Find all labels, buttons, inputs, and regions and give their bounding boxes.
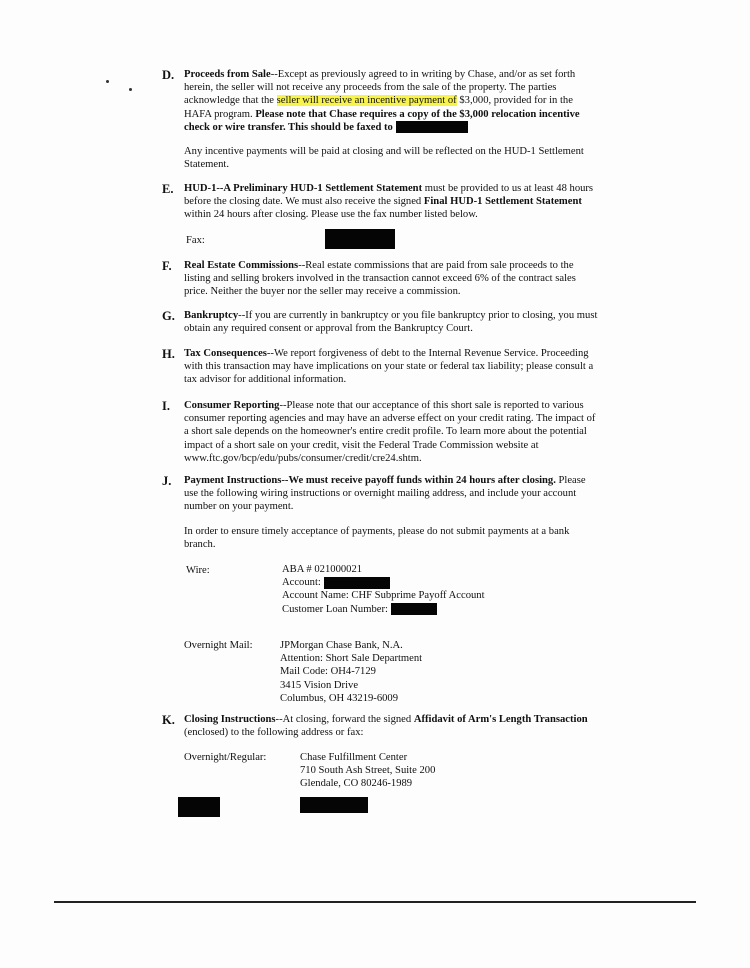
section-letter: F.	[162, 259, 172, 273]
wire-line	[282, 603, 582, 616]
mail-line: 3415 Vision Drive	[280, 679, 359, 691]
section-text: --Except as previously agreed to in writing by Chase, and/or as set forth herein, the seller will not receive any proceeds from the sale of the property. The parties acknowledge that the	[184, 69, 576, 107]
section-body	[184, 68, 602, 134]
section-body	[184, 474, 602, 514]
section-title: Consumer Reporting	[184, 400, 280, 411]
section-title: Proceeds from Sale	[184, 69, 271, 80]
mail-line: Attention: Short Sale Department	[280, 653, 423, 665]
section-body	[184, 309, 602, 335]
wire-line: ABA # 021000021	[282, 564, 363, 575]
highlighted-text: seller will receive an incentive payment of	[276, 95, 457, 107]
section-body	[184, 347, 602, 387]
mail-address	[280, 639, 580, 705]
section-letter: H.	[162, 347, 175, 361]
footer-rule	[54, 901, 696, 903]
section-letter: I.	[162, 399, 170, 413]
section-title: HUD-1--A Preliminary HUD-1 Settlement Statement	[184, 183, 423, 194]
scan-mark	[129, 88, 132, 91]
section-title: Payment Instructions	[184, 475, 282, 486]
redaction-box	[324, 577, 390, 589]
section-letter: D.	[162, 68, 175, 82]
section-text: must be provided to us at least 48 hours before the closing date. We must also receive the signed	[184, 183, 594, 208]
redaction-box	[300, 797, 368, 813]
section-bold-text: Final HUD-1 Settlement Statement	[423, 196, 582, 208]
closing-label: Overnight/Regular:	[184, 752, 267, 763]
section-text: --At closing, forward the signed	[275, 714, 414, 725]
redaction-box	[178, 797, 220, 817]
wire-line	[282, 576, 582, 589]
redaction-box	[396, 121, 468, 133]
closing-line: Glendale, CO 80246-1989	[300, 778, 413, 790]
section-bold-text: Please note that Chase requires a copy of the $3,000 relocation incentive check or wire transfer. This should be faxed to	[184, 108, 580, 133]
section-body	[184, 713, 602, 739]
mail-label: Overnight Mail:	[184, 640, 253, 651]
wire-label: Wire:	[186, 565, 210, 576]
section-body	[184, 182, 602, 222]
section-bold-text: Affidavit of Arm's Length Transaction	[413, 714, 588, 725]
section-body	[184, 259, 602, 299]
redaction-box	[391, 603, 437, 615]
mail-line: Mail Code: OH4-7129	[280, 666, 376, 678]
section-letter: E.	[162, 182, 174, 196]
section-text: Please use the following wiring instructions or overnight mailing address, and include your account number on your payment.	[184, 475, 586, 513]
wire-line-label: Customer Loan Number:	[282, 603, 388, 615]
section-text: --Please note that our acceptance of this short sale is reported to various consumer reporting agencies and may have an adverse effect on your credit rating. The impact of a short sale depends on the homeowner's entire credit profile. To learn more about the potential impact of a short sale on your credit, visit the Federal Trade Commission website at www.ftc.gov/bcp/edu/pubs/consumer/credit/cre24.shtm.	[184, 400, 596, 464]
mail-line: Columbus, OH 43219-6009	[280, 692, 399, 704]
section-text: --Real estate commissions that are paid from sale proceeds to the listing and selling brokers involved in the transaction cannot exceed 6% of the contract sales price. Neither the buyer nor the seller may receive a commission.	[184, 260, 576, 298]
scan-mark	[106, 80, 109, 83]
closing-line: Chase Fulfillment Center	[300, 752, 408, 763]
section-title: Closing Instructions	[184, 714, 276, 725]
section-title: Tax Consequences	[184, 348, 267, 359]
section-body	[184, 399, 602, 465]
section-bold-text: --We must receive payoff funds within 24 hours after closing.	[281, 475, 556, 486]
fax-label: Fax:	[186, 235, 205, 246]
closing-address	[300, 751, 600, 791]
section-text: --If you are currently in bankruptcy or you file bankruptcy prior to closing, you must obtain any required consent or approval from the Bankruptcy Court.	[184, 310, 598, 335]
section-letter: K.	[162, 713, 175, 727]
section-letter: J.	[162, 474, 172, 488]
section-d-note: Any incentive payments will be paid at closing and will be reflected on the HUD-1 Settlement Statement.	[184, 146, 584, 171]
section-text: $3,000, provided for in the HAFA program.	[184, 95, 573, 120]
section-title: Real Estate Commissions	[184, 260, 299, 271]
section-j-note: In order to ensure timely acceptance of payments, please do not submit payments at a bank branch.	[184, 526, 570, 551]
section-text: --We report forgiveness of debt to the Internal Revenue Service. Proceeding with this transaction may have implications on your state or federal tax liability; please consult a tax advisor for additional information.	[184, 348, 594, 386]
section-text: (enclosed) to the following address or fax:	[184, 727, 364, 739]
wire-line: Account Name: CHF Subprime Payoff Account	[282, 590, 485, 602]
redaction-box	[325, 229, 395, 249]
wire-details	[282, 563, 582, 616]
wire-line-label: Account:	[282, 577, 321, 589]
mail-line: JPMorgan Chase Bank, N.A.	[280, 640, 403, 651]
section-title: Bankruptcy	[184, 310, 239, 321]
section-letter: G.	[162, 309, 175, 323]
section-text: within 24 hours after closing. Please use the fax number listed below.	[184, 209, 478, 221]
closing-line: 710 South Ash Street, Suite 200	[300, 765, 436, 777]
